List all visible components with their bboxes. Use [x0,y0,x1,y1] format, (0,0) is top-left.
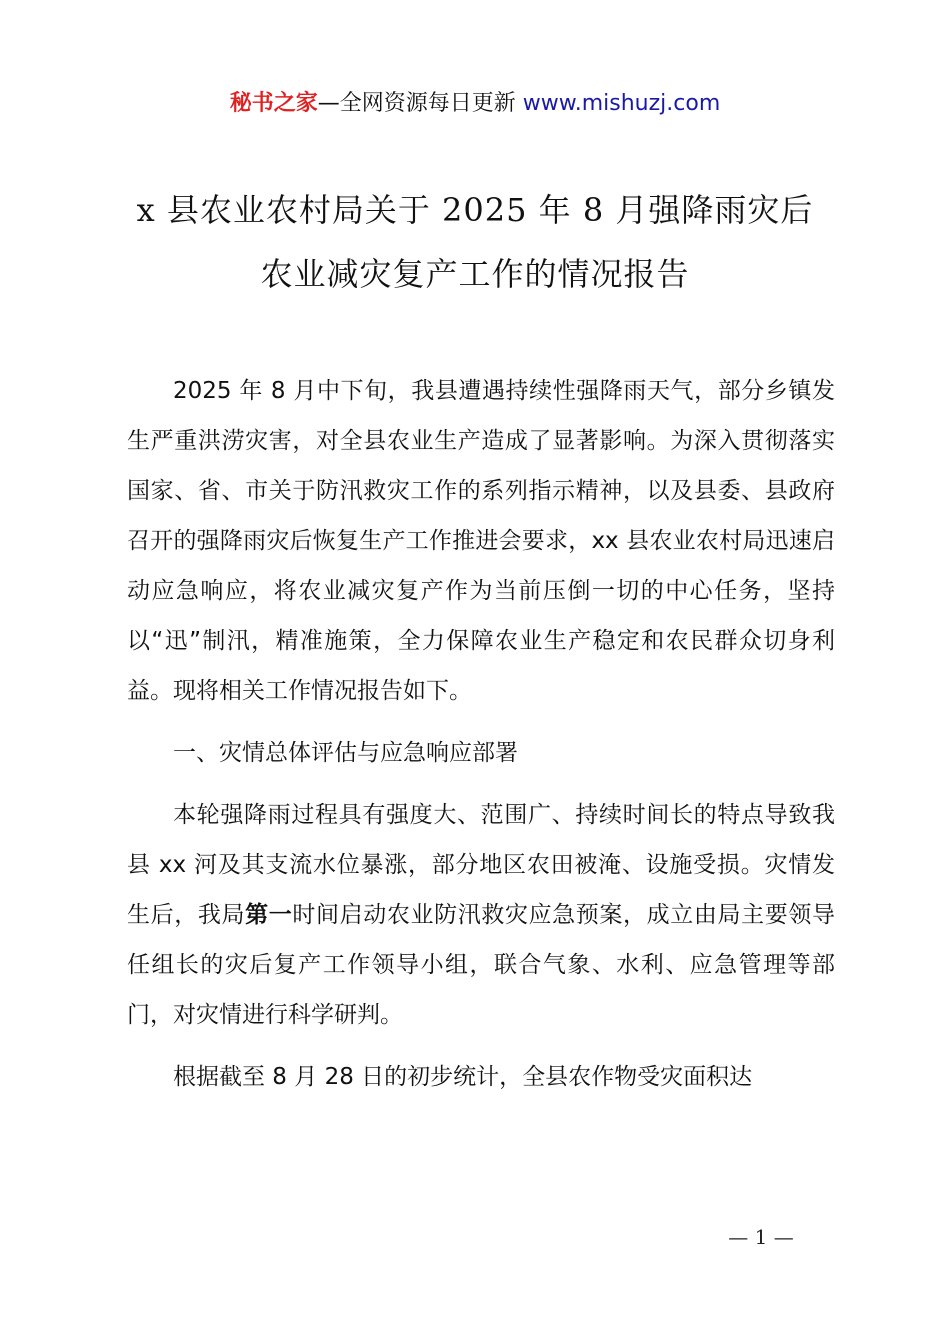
title-line-2: 农业减灾复产工作的情况报告 [260,255,690,293]
site-tagline: —全网资源每日更新 [317,91,523,116]
site-brand: 秘书之家 [229,91,318,116]
site-header [0,88,950,120]
document-body [127,366,835,1102]
paragraph-text-part-1: 本轮强降雨过程具有强度大、范围广、持续时间长的特点导致我县 xx 河及其支流水位暴涨，部分地区农田被淹、设施受损。灾情发生后，我局 [127,802,835,928]
paragraph-bold-text: 第一 [245,902,293,928]
paragraph-text-part-2: 时间启动农业防汛救灾应急预案，成立由局主要领导任组长的灾后复产工作领导小组，联合气象、水利、应急管理等部门，对灾情进行科学研判。 [127,902,836,1028]
document-title [0,178,950,306]
paragraph-intro: 2025 年 8 月中下旬，我县遭遇持续性强降雨天气，部分乡镇发生严重洪涝灾害，对全县农业生产造成了显著影响。为深入贯彻落实国家、省、市关于防汛救灾工作的系列指示精神，以及县委、县政府召开的强降雨灾后恢复生产工作推进会要求，xx 县农业农村局迅速启动应急响应，将农业减灾复产作为当前压倒一切的中心任务，坚持以“迅”制汛，精准施策，全力保障农业生产稳定和农民群众切身利益。现将相关工作情况报告如下。 [127,378,835,704]
paragraph-disaster-assessment [127,790,835,1040]
section-heading-1: 一、灾情总体评估与应急响应部署 [173,740,518,766]
title-line-1: x 县农业农村局关于 2025 年 8 月强降雨灾后 [136,191,814,229]
site-url-link[interactable]: www.mishuzj.com [522,91,721,116]
page-number: — 1 — [728,1225,794,1249]
paragraph-statistics: 根据截至 8 月 28 日的初步统计，全县农作物受灾面积达 [173,1064,753,1090]
